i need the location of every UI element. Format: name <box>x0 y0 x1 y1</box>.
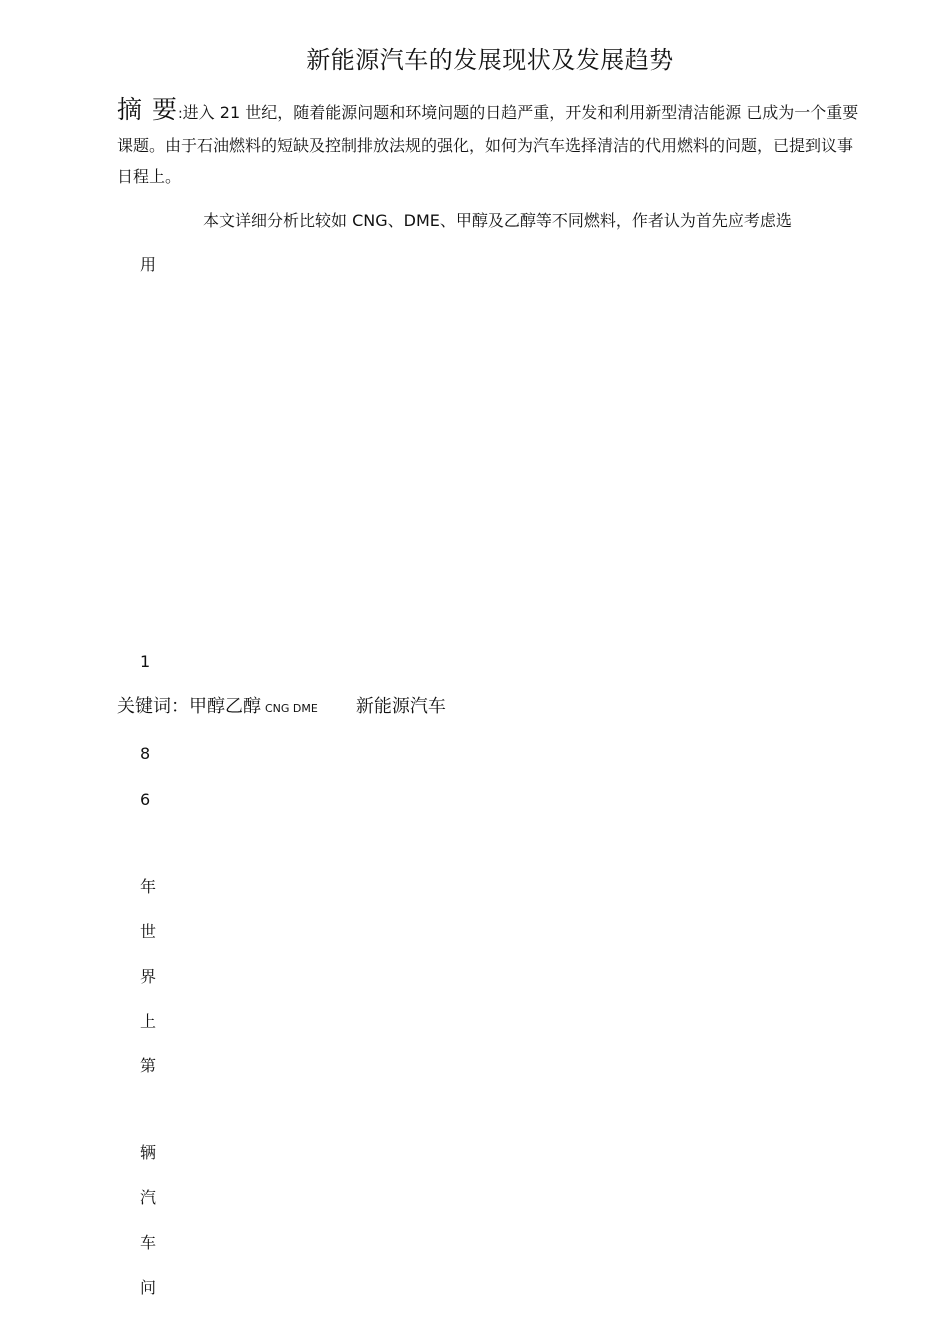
abstract-continuation: 本文详细分析比较如 CNG、DME、甲醇及乙醇等不同燃料，作者认为首先应考虑选 <box>203 211 792 230</box>
vertical-char: 6 <box>140 790 151 809</box>
vertical-char: 用 <box>140 255 157 274</box>
vertical-char: 上 <box>140 1012 157 1031</box>
vertical-char: 第 <box>140 1056 157 1075</box>
document-title: 新能源汽车的发展现状及发展趋势 <box>306 46 674 74</box>
abstract-heading: 摘 要 <box>117 95 178 124</box>
keywords-label: 关键词：甲醇乙醇 <box>117 696 261 717</box>
keywords-small: CNG DME <box>265 702 318 715</box>
vertical-char: 问 <box>140 1278 157 1297</box>
vertical-char: 界 <box>140 967 157 986</box>
abstract-colon: : <box>177 106 183 122</box>
abstract-paragraph <box>117 94 867 192</box>
vertical-char: 世 <box>140 922 157 941</box>
vertical-char: 8 <box>140 744 151 763</box>
abstract-body: 进入 21 世纪，随着能源问题和环境问题的日趋严重，开发和利用新型清洁能源 已成为一个重要课题。由于石油燃料的短缺及控制排放法规的强化，如何为汽车选择清洁的代用燃料的问题，已提到议事日程上。 <box>117 103 859 186</box>
vertical-char: 汽 <box>140 1188 157 1207</box>
keywords-line <box>117 692 446 718</box>
vertical-char: 年 <box>140 877 157 896</box>
vertical-char: 辆 <box>140 1143 157 1162</box>
vertical-digit: 1 <box>140 652 151 671</box>
keywords-last: 新能源汽车 <box>355 696 446 717</box>
vertical-char: 车 <box>140 1233 157 1252</box>
